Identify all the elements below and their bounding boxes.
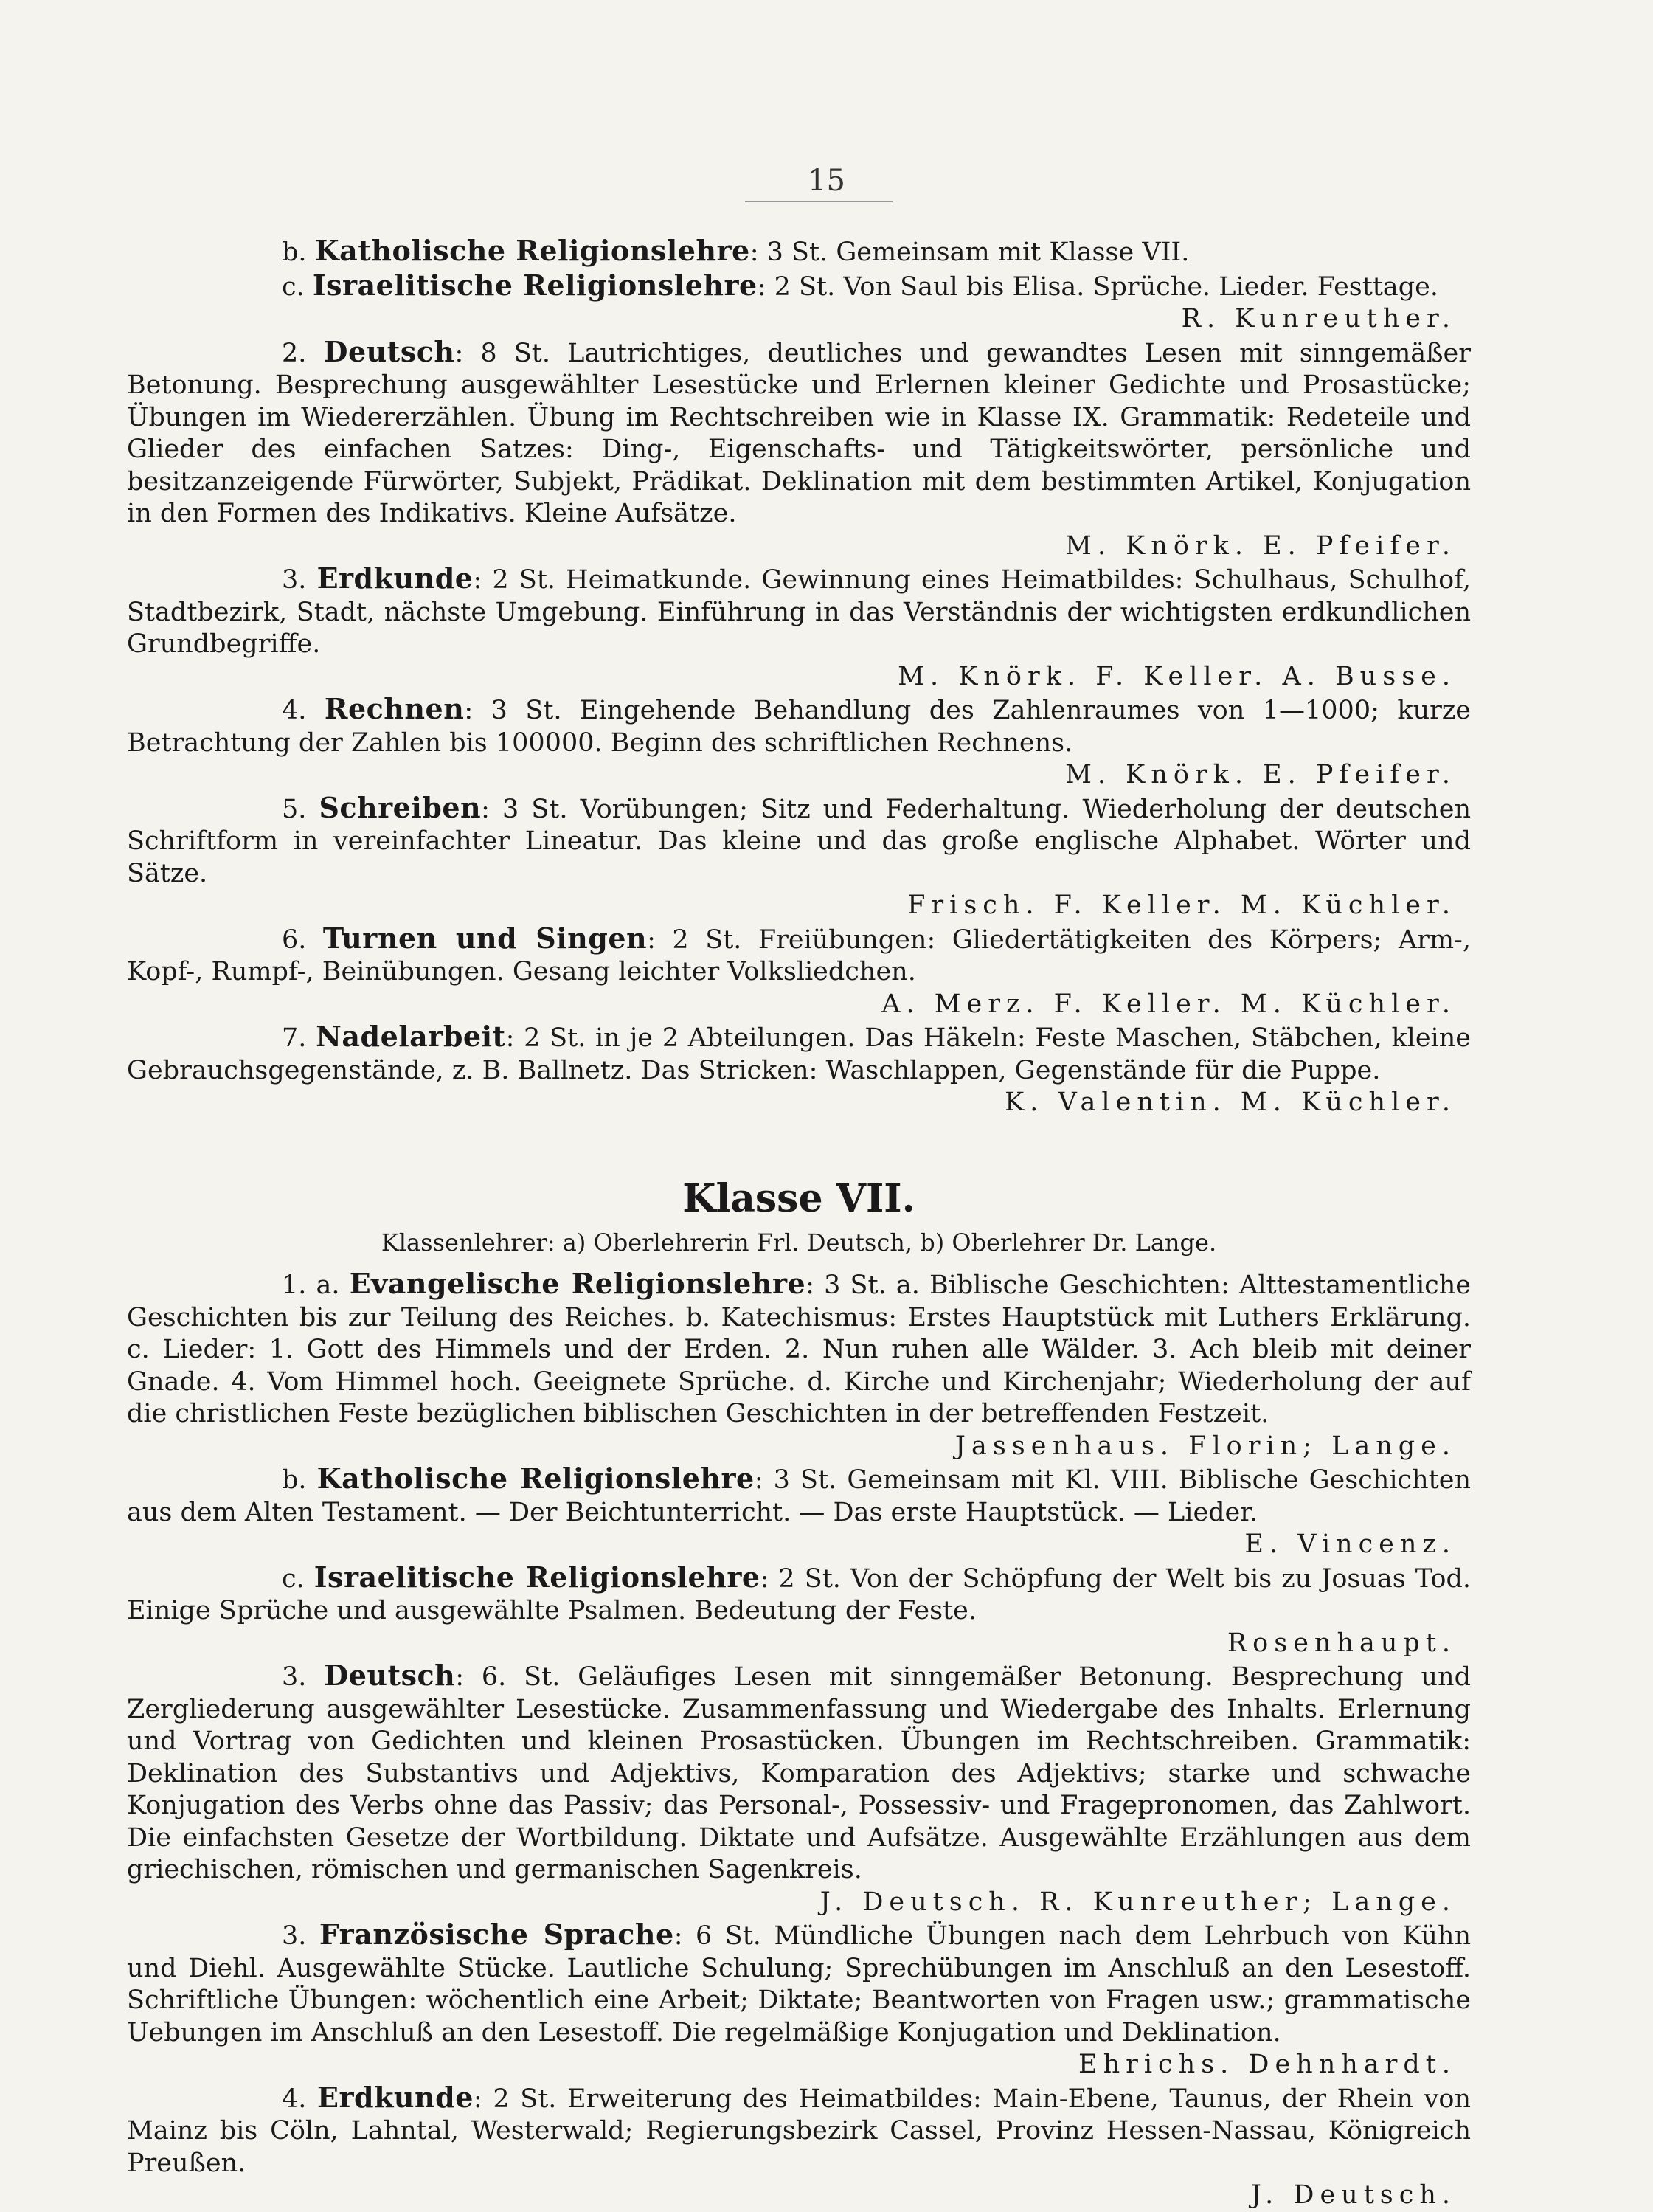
section-list-top — [127, 235, 1471, 1119]
section-paragraph — [127, 1268, 1471, 1431]
teacher-signature: E. Vincenz. — [1244, 1530, 1456, 1559]
section-number: c. — [282, 1563, 314, 1594]
teacher-signature: Jassenhaus. Florin; Lange. — [954, 1431, 1456, 1461]
section-number: c. — [282, 272, 313, 302]
teacher-signature: M. Knörk. E. Pfeifer. — [1065, 760, 1456, 789]
section-number: 1. a. — [282, 1271, 350, 1300]
section-body: : 3 St. a. Biblische Geschichten: Alttestamentliche Geschichten bis zur Teilung des Reiches. b. Katechismus: Erstes Hauptstück mit Luthers Erklärung. c. Lieder: 1. Gott des Himmels und der Erden. 2. Nun ruhen alle Wälder. 3. Ach bleib mit deiner Gnade. 4. Vom Himmel hoch. Geeignete Sprüche. d. Kirche und Kirchenjahr; Wiederholung der auf die christlichen Feste bezüglichen biblischen Geschichten in der betreffenden Festzeit. — [127, 1271, 1472, 1428]
klassenlehrer-line: Klassenlehrer: a) Oberlehrerin Frl. Deutsch, b) Oberlehrer Dr. Lange. — [381, 1228, 1217, 1257]
section-list-klasse-vii — [127, 1268, 1471, 2212]
section-paragraph — [127, 1020, 1471, 1087]
section-number: 6. — [282, 924, 323, 955]
teacher-signature: J. Deutsch. — [1250, 2180, 1456, 2210]
section-heading: Turnen und Singen — [322, 921, 648, 955]
section-body: : 6. St. Geläufiges Lesen mit sinngemäßer Betonung. Besprechung und Zergliederung ausgewählter Lesestücke. Zusammenfassung und Wiedergabe des Inhalts. Erlernung und Vortrag von Gedichten und kleinen Prosastücken. Übungen im Rechtschreiben. Grammatik: Deklination des Substantivs und Adjektivs, Komparation des Adjektivs; starke und schwache Konjugation des Verbs ohne das Passiv; das Personal-, Possessiv- und Fragepronomen, das Zahlwort. Die einfachsten Gesetze der Wortbildung. Diktate und Aufsätze. Ausgewählte Erzählungen aus dem griechischen, römischen und germanischen Sagenkreis. — [127, 1662, 1471, 1884]
teacher-signature: J. Deutsch. R. Kunreuther; Lange. — [819, 1887, 1456, 1917]
section-paragraph — [127, 792, 1471, 891]
page-number: 15 — [808, 164, 845, 198]
teacher-signature: K. Valentin. M. Küchler. — [1005, 1088, 1456, 1117]
section-paragraph — [127, 269, 1471, 304]
section-body: : 6 St. Mündliche Übungen nach dem Lehrbuch von Kühn und Diehl. Ausgewählte Stücke. Lautliche Schulung; Sprechübungen im Anschluß an den Lesestoff. Schriftliche Übungen: wöchentlich eine Arbeit; Diktate; Beantworten von Fragen usw.; grammatische Uebungen im Anschluß an den Lesestoff. Die regelmäßige Konjugation und Deklination. — [127, 1921, 1472, 2047]
section-body: : 2 St. Heimatkunde. Gewinnung eines Heimatbildes: Schulhaus, Schulhof, Stadtbezirk, Stadt, nächste Umgebung. Einführung in das Verständnis der wichtigsten erdkundlichen Grundbegriffe. — [127, 565, 1471, 659]
section-heading: Israelitische Religionslehre — [312, 268, 758, 302]
section-paragraph — [127, 562, 1471, 661]
section-body: : 3 St. Gemeinsam mit Klasse VII. — [749, 238, 1190, 267]
section-heading: Erdkunde — [316, 561, 474, 595]
teacher-signature: A. Merz. F. Keller. M. Küchler. — [881, 989, 1456, 1019]
teacher-signature: Frisch. F. Keller. M. Küchler. — [907, 891, 1456, 920]
teacher-signature: Ehrichs. Dehnhardt. — [1078, 2050, 1456, 2079]
section-number: 7. — [282, 1023, 316, 1053]
teacher-signature: M. Knörk. E. Pfeifer. — [1065, 530, 1456, 561]
teacher-signature: Rosenhaupt. — [1227, 1628, 1456, 1658]
klasse-heading: Klasse VII. — [682, 1175, 915, 1221]
section-number: b. — [282, 238, 315, 267]
section-number: 3. — [282, 1921, 319, 1951]
section-heading: Schreiben — [319, 790, 482, 824]
section-heading: Deutsch — [324, 1659, 456, 1692]
section-number: b. — [282, 1465, 317, 1495]
section-paragraph — [127, 1462, 1471, 1529]
section-heading: Israelitische Religionslehre — [313, 1560, 760, 1594]
section-heading: Französische Sprache — [319, 1918, 674, 1951]
section-heading: Evangelische Religionslehre — [349, 1267, 806, 1300]
document-body — [127, 235, 1471, 2212]
section-heading: Katholische Religionslehre — [316, 1462, 755, 1495]
section-heading: Erdkunde — [317, 2080, 474, 2114]
section-number: 5. — [282, 794, 319, 824]
section-body: : 2 St. Von Saul bis Elisa. Sprüche. Lieder. Festtage. — [757, 272, 1438, 302]
section-body: : 2 St. Freiübungen: Gliedertätigkeiten des Körpers; Arm-, Kopf-, Rumpf-, Beinübungen. Gesang leichter Volksliedchen. — [127, 924, 1471, 986]
section-paragraph — [127, 1918, 1471, 2049]
section-paragraph — [127, 922, 1471, 989]
section-heading: Nadelarbeit — [316, 1020, 506, 1053]
section-body: : 2 St. Erweiterung des Heimatbildes: Main-Ebene, Taunus, der Rhein von Mainz bis Cöln, Lahntal, Westerwald; Regierungsbezirk Cassel, Provinz Hessen-Nassau, Königreich Preußen. — [127, 2084, 1471, 2178]
section-number: 3. — [282, 565, 317, 595]
section-body: : 8 St. Lautrichtiges, deutliches und gewandtes Lesen mit sinngemäßer Betonung. Besprechung ausgewählter Lesestücke und Erlernen kleiner Gedichte und Prosastücke; Übungen im Wiedererzählen. Übung im Rechtschreiben wie in Klasse IX. Grammatik: Redeteile und Glieder des einfachen Satzes: Ding-, Eigenschafts- und Tätigkeitswörter, persönliche und besitzanzeigende Fürwörter, Subjekt, Prädikat. Deklination mit dem bestimmten Artikel, Konjugation in den Formen des Indikativs. Kleine Aufsätze. — [127, 338, 1471, 528]
section-heading: Katholische Religionslehre — [314, 234, 750, 267]
page-number-rule — [745, 201, 893, 202]
section-paragraph — [127, 1659, 1471, 1887]
teacher-signature: R. Kunreuther. — [1181, 304, 1456, 333]
section-body: : 2 St. in je 2 Abteilungen. Das Häkeln: Feste Maschen, Stäbchen, kleine Gebrauchsgegenstände, z. B. Ballnetz. Das Stricken: Waschlappen, Gegenstände für die Puppe. — [127, 1023, 1472, 1085]
section-number: 4. — [282, 2084, 318, 2114]
section-number: 2. — [282, 338, 324, 368]
section-body: : 3 St. Gemeinsam mit Kl. VIII. Biblische Geschichten aus dem Alten Testament. — Der Beichtunterricht. — Das erste Hauptstück. — Lieder. — [127, 1465, 1472, 1527]
section-number: 3. — [282, 1662, 325, 1692]
section-body: : 3 St. Vorübungen; Sitz und Federhaltung. Wiederholung der deutschen Schriftform in vereinfachter Lineatur. Das kleine und das große englische Alphabet. Wörter und Sätze. — [127, 794, 1471, 888]
section-heading: Deutsch — [323, 334, 455, 368]
section-paragraph — [127, 235, 1471, 269]
section-paragraph — [127, 1561, 1471, 1628]
section-heading: Rechnen — [324, 692, 465, 725]
section-paragraph — [127, 336, 1471, 530]
section-number: 4. — [282, 696, 325, 725]
section-body: : 2 St. Von der Schöpfung der Welt bis zu Josuas Tod. Einige Sprüche und ausgewählte Psalmen. Bedeutung der Feste. — [127, 1563, 1471, 1625]
teacher-signature: M. Knörk. F. Keller. A. Busse. — [898, 661, 1456, 691]
section-paragraph — [127, 2081, 1471, 2180]
section-paragraph — [127, 693, 1471, 759]
section-body: : 3 St. Eingehende Behandlung des Zahlenraumes von 1—1000; kurze Betrachtung der Zahlen bis 100000. Beginn des schriftlichen Rechnens. — [127, 696, 1471, 758]
